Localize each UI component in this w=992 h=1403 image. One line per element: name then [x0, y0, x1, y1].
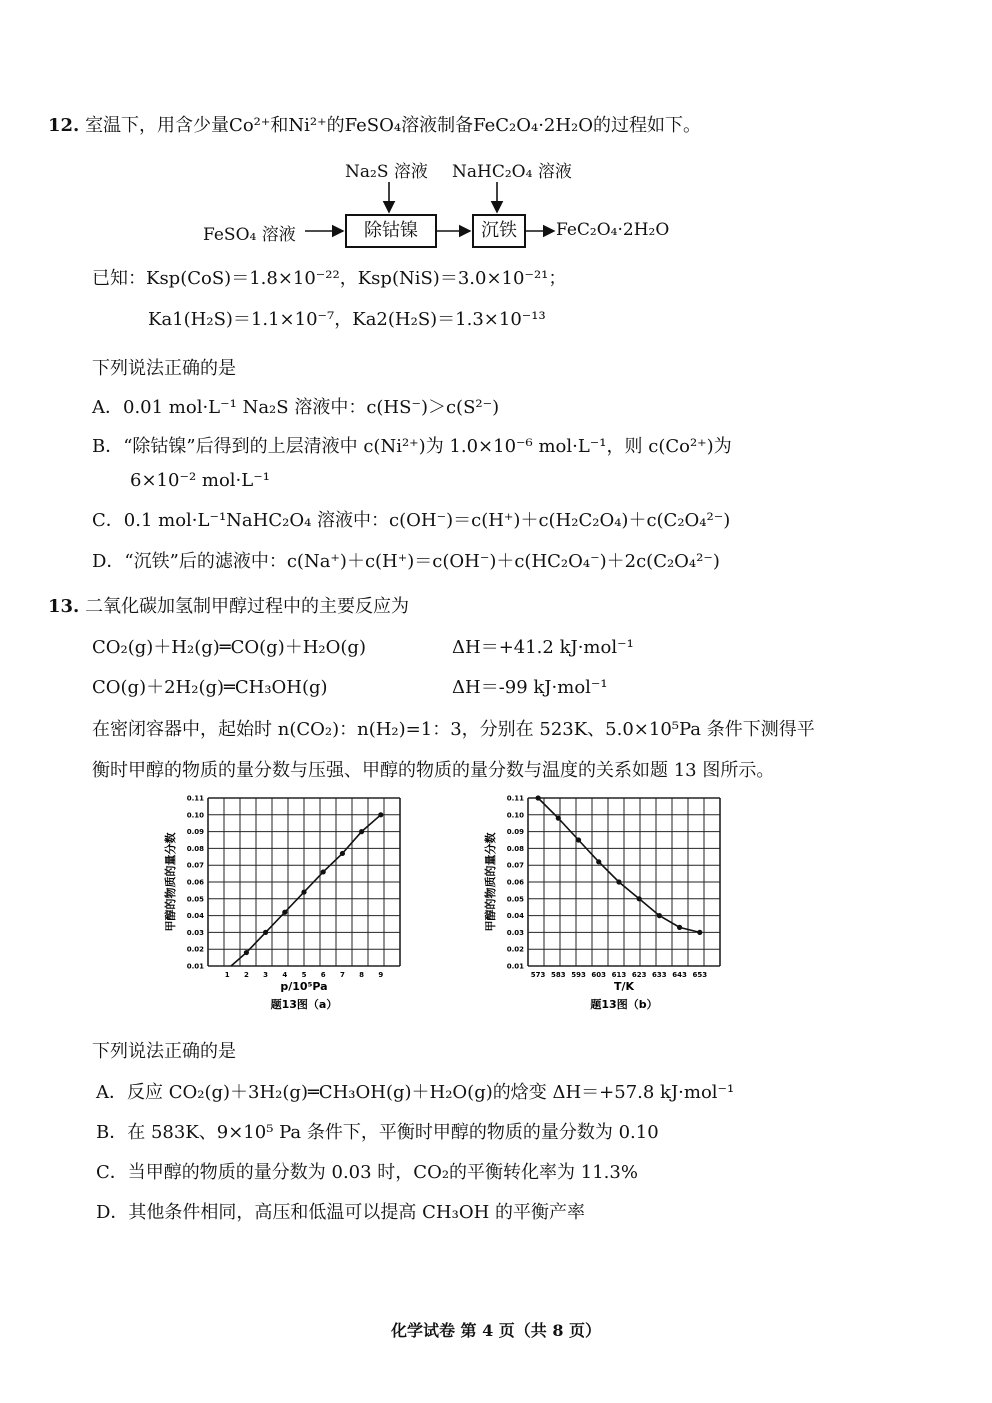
- x-axis-label: T/K: [613, 980, 635, 993]
- q13-reaction-1: CO₂(g)＋H₂(g)═CO(g)＋H₂O(g): [92, 637, 366, 658]
- data-point: [263, 930, 268, 935]
- q12-option-b-line1: B．“除钴镍”后得到的上层清液中 c(Ni²⁺)为 1.0×10⁻⁶ mol·L⁻¹，则 c(Co²⁺)为: [92, 436, 732, 457]
- flow-input-na2s: Na₂S 溶液: [345, 162, 428, 182]
- y-axis-label: 甲醇的物质的量分数: [164, 832, 177, 932]
- q13-stem: 二氧化碳加氢制甲醇过程中的主要反应为: [85, 596, 410, 617]
- x-tick-label: 603: [591, 971, 607, 979]
- data-point: [301, 889, 306, 894]
- y-tick-label: 0.10: [186, 811, 204, 820]
- q13-reaction-2-dh: ΔH＝-99 kJ·mol⁻¹: [452, 677, 608, 698]
- q13-option-d: D．其他条件相同，高压和低温可以提高 CH₃OH 的平衡产率: [96, 1202, 586, 1223]
- q12-option-a: A．0.01 mol·L⁻¹ Na₂S 溶液中：c(HS⁻)＞c(S²⁻): [92, 397, 500, 418]
- chart-caption: 题13图（b）: [590, 998, 658, 1011]
- q12-option-d: D．“沉铁”后的滤液中：c(Na⁺)＋c(H⁺)＝c(OH⁻)＋c(HC₂O₄⁻)＋2c(C₂O₄²⁻): [92, 551, 720, 572]
- data-point: [596, 859, 601, 864]
- x-tick-label: 4: [282, 971, 288, 979]
- data-point: [340, 851, 345, 856]
- q12-stem: 室温下，用含少量Co²⁺和Ni²⁺的FeSO₄溶液制备FeC₂O₄·2H₂O的过程如下。: [85, 115, 702, 136]
- x-tick-label: 623: [631, 971, 647, 979]
- chart-a: [150, 790, 420, 1020]
- y-tick-label: 0.07: [506, 861, 524, 870]
- x-tick-label: 593: [571, 971, 586, 979]
- x-tick-label: 1: [224, 971, 230, 979]
- q13-reaction-2: CO(g)＋2H₂(g)═CH₃OH(g): [92, 677, 328, 698]
- q12-option-c: C．0.1 mol·L⁻¹NaHC₂O₄ 溶液中：c(OH⁻)＝c(H⁺)＋c(H₂C₂O₄)＋c(C₂O₄²⁻): [92, 510, 731, 531]
- data-point: [616, 879, 621, 884]
- q13-option-b: B．在 583K、9×10⁵ Pa 条件下，平衡时甲醇的物质的量分数为 0.10: [96, 1122, 659, 1143]
- q12-prompt: 下列说法正确的是: [92, 358, 236, 379]
- q13-option-a: A．反应 CO₂(g)＋3H₂(g)═CH₃OH(g)＋H₂O(g)的焓变 ΔH＝+57.8 kJ·mol⁻¹: [96, 1082, 735, 1103]
- x-tick-label: 583: [551, 971, 566, 979]
- data-point: [677, 925, 682, 930]
- x-tick-label: 613: [611, 971, 627, 979]
- x-tick-label: 8: [359, 971, 365, 979]
- x-tick-label: 5: [301, 971, 307, 979]
- q13-description-2: 衡时甲醇的物质的量分数与压强、甲醇的物质的量分数与温度的关系如题 13 图所示。: [92, 760, 775, 781]
- data-point: [359, 829, 364, 834]
- y-tick-label: 0.06: [186, 878, 204, 887]
- q12-option-b-line2: 6×10⁻² mol·L⁻¹: [130, 470, 270, 491]
- x-tick-label: 573: [530, 971, 546, 979]
- y-tick-label: 0.02: [186, 945, 204, 954]
- flow-product: FeC₂O₄·2H₂O: [556, 220, 670, 240]
- chart-caption: 题13图（a）: [270, 998, 338, 1011]
- flow-step-remove-co-ni: 除钴镍: [345, 214, 437, 248]
- page-footer: 化学试卷 第 4 页（共 8 页）: [390, 1321, 602, 1340]
- flow-input-nahc2o4: NaHC₂O₄ 溶液: [452, 162, 572, 182]
- flow-step-precipitate-fe: 沉铁: [472, 214, 526, 248]
- y-tick-label: 0.05: [186, 895, 204, 904]
- data-point: [556, 816, 561, 821]
- x-axis-label: p/10⁵Pa: [280, 980, 328, 993]
- flow-arrows: [0, 0, 992, 300]
- y-tick-label: 0.08: [186, 844, 204, 853]
- x-tick-label: 653: [692, 971, 708, 979]
- chart-b: [470, 790, 740, 1020]
- x-tick-label: 3: [263, 971, 269, 979]
- y-tick-label: 0.03: [506, 928, 524, 937]
- q13-number: 13.: [48, 596, 80, 617]
- q13-prompt: 下列说法正确的是: [92, 1041, 236, 1062]
- q13-stem-line: [48, 595, 409, 619]
- data-point: [244, 950, 249, 955]
- x-tick-label: 9: [378, 971, 384, 979]
- q12-known-2: Ka1(H₂S)＝1.1×10⁻⁷，Ka2(H₂S)＝1.3×10⁻¹³: [148, 309, 546, 330]
- y-tick-label: 0.11: [506, 794, 524, 803]
- y-tick-label: 0.09: [506, 828, 524, 837]
- y-tick-label: 0.08: [506, 844, 524, 853]
- y-tick-label: 0.04: [506, 912, 524, 921]
- data-point: [657, 913, 662, 918]
- x-tick-label: 2: [243, 971, 249, 979]
- y-tick-label: 0.02: [506, 945, 524, 954]
- data-point: [697, 930, 702, 935]
- y-tick-label: 0.09: [186, 828, 204, 837]
- y-tick-label: 0.07: [186, 861, 204, 870]
- y-axis-label: 甲醇的物质的量分数: [484, 832, 497, 932]
- data-point: [321, 869, 326, 874]
- y-tick-label: 0.01: [506, 962, 524, 971]
- data-point: [282, 910, 287, 915]
- x-tick-label: 643: [672, 971, 687, 979]
- data-point: [576, 837, 581, 842]
- data-point: [637, 896, 642, 901]
- y-tick-label: 0.10: [506, 811, 524, 820]
- y-tick-label: 0.01: [186, 962, 204, 971]
- x-tick-label: 6: [320, 971, 326, 979]
- q12-number: 12.: [48, 115, 80, 136]
- flow-start: FeSO₄ 溶液: [203, 225, 296, 245]
- data-point: [378, 812, 383, 817]
- y-tick-label: 0.05: [506, 895, 524, 904]
- y-tick-label: 0.11: [186, 794, 204, 803]
- q12-known-1: 已知：Ksp(CoS)＝1.8×10⁻²²，Ksp(NiS)＝3.0×10⁻²¹；: [92, 268, 567, 289]
- q13-reaction-1-dh: ΔH＝+41.2 kJ·mol⁻¹: [452, 637, 634, 658]
- x-tick-label: 7: [339, 971, 345, 979]
- y-tick-label: 0.03: [186, 928, 204, 937]
- q13-description-1: 在密闭容器中，起始时 n(CO₂)：n(H₂)=1：3，分别在 523K、5.0×10⁵Pa 条件下测得平: [92, 719, 815, 740]
- q13-option-c: C．当甲醇的物质的量分数为 0.03 时，CO₂的平衡转化率为 11.3%: [96, 1162, 638, 1183]
- y-tick-label: 0.06: [506, 878, 524, 887]
- chart-grid: [528, 798, 720, 966]
- y-tick-label: 0.04: [186, 912, 204, 921]
- data-point: [536, 795, 541, 800]
- x-tick-label: 633: [652, 971, 667, 979]
